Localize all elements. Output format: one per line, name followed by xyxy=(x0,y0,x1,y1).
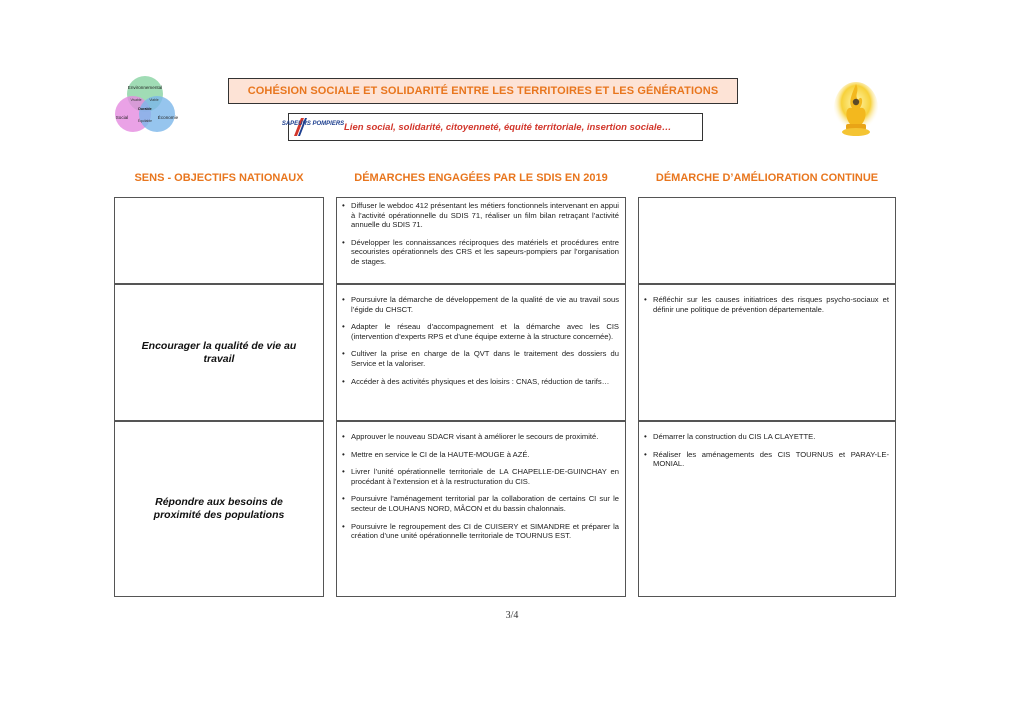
demarches-cell-row-2 xyxy=(336,284,626,421)
list-item: • Approuver le nouveau SDACR visant à améliorer le secours de proximité. xyxy=(351,432,619,442)
list-item: • Adapter le réseau d’accompagnement et la démarche avec les CIS (intervention d’experts RPS et d’une équipe externe à la structure concernée). xyxy=(351,322,619,341)
venn-label-vivable: Vivable xyxy=(130,98,142,102)
sustainability-venn-logo xyxy=(110,74,180,136)
sapeurs-pompiers-logo xyxy=(281,116,345,138)
list-item: • Cultiver la prise en charge de la QVT dans le traitement des dossiers du Service et la valoriser. xyxy=(351,349,619,368)
venn-label-equitable: Équitable xyxy=(137,119,153,123)
sens-text: Encourager la qualité de vie au travail xyxy=(141,339,297,365)
column-header-amelioration: DÉMARCHE D’AMÉLIORATION CONTINUE xyxy=(655,172,879,184)
list-item: • Mettre en service le CI de la HAUTE-MOUGE à AZÉ. xyxy=(351,450,619,460)
amelioration-cell-row-1 xyxy=(638,197,896,284)
list-item: • Poursuivre la démarche de développement de la qualité de vie au travail sous l’égide du CHSCT. xyxy=(351,295,619,314)
subtitle-box xyxy=(281,113,703,141)
demarches-cell-row-1 xyxy=(336,197,626,284)
amelioration-cell-row-3 xyxy=(638,421,896,597)
amelioration-list xyxy=(639,285,895,314)
venn-label-social: Social xyxy=(115,115,129,120)
list-item: • Accéder à des activités physiques et des loisirs : CNAS, réduction de tarifs… xyxy=(351,377,619,387)
sens-cell-row-3 xyxy=(114,421,324,597)
venn-label-economie: Économie xyxy=(157,115,179,120)
list-item: • Développer les connaissances réciproques des matériels et procédures entre secouristes opérationnels des CRS et les sapeurs-pompiers par l’organisation de stages. xyxy=(351,238,619,267)
page-title-box xyxy=(228,78,738,104)
amelioration-list xyxy=(639,422,895,469)
venn-label-viable: Viable xyxy=(149,98,159,102)
list-item: • Livrer l’unité opérationnelle territoriale de LA CHAPELLE-DE-GUINCHAY en procédant à l’extension et à la restructuration du CIS. xyxy=(351,467,619,486)
list-item: • Démarrer la construction du CIS LA CLAYETTE. xyxy=(653,432,889,442)
sens-text: Répondre aux besoins de proximité des populations xyxy=(153,496,285,521)
amelioration-cell-row-2 xyxy=(638,284,896,421)
column-header-demarches: DÉMARCHES ENGAGÉES PAR LE SDIS EN 2019 xyxy=(354,172,608,184)
demarches-list xyxy=(337,285,625,386)
demarches-list xyxy=(337,422,625,541)
sens-cell-row-1 xyxy=(114,197,324,284)
logo-text-sapeurs: SAPEURS POMPIERS xyxy=(281,121,345,127)
page-subtitle: Lien social, solidarité, citoyenneté, équité territoriale, insertion sociale… xyxy=(344,121,672,133)
demarches-cell-row-3 xyxy=(336,421,626,597)
list-item: • Diffuser le webdoc 412 présentant les métiers fonctionnels intervenant en appui à l’activité opérationnelle du SDIS 71, réaliser un film bilan retraçant l’activité annuelle du SDIS 71. xyxy=(351,201,619,230)
flame-emblem-icon xyxy=(832,80,880,138)
list-item: • Réaliser les aménagements des CIS TOURNUS et PARAY-LE-MONIAL. xyxy=(653,450,889,469)
venn-label-environnemental: Environnemental xyxy=(127,85,163,90)
list-item: • Poursuivre l’aménagement territorial par la collaboration de certains CI sur le secteur de LOUHANS NORD, MÂCON et du bassin chalonnais. xyxy=(351,494,619,513)
page-number: 3/4 xyxy=(505,610,519,621)
list-item: • Réfléchir sur les causes initiatrices des risques psycho-sociaux et définir une politique de prévention départementale. xyxy=(653,295,889,314)
column-header-sens: SENS - OBJECTIFS NATIONAUX xyxy=(134,172,304,184)
demarches-list xyxy=(337,198,625,267)
page-title: COHÉSION SOCIALE ET SOLIDARITÉ ENTRE LES TERRITOIRES ET LES GÉNÉRATIONS xyxy=(247,85,719,97)
list-item: • Poursuivre le regroupement des CI de CUISERY et SIMANDRE et préparer la création d’une unité opérationnelle territoriale de TOURNUS EST. xyxy=(351,522,619,541)
sens-cell-row-2 xyxy=(114,284,324,421)
venn-label-durable: Durable xyxy=(138,107,152,111)
